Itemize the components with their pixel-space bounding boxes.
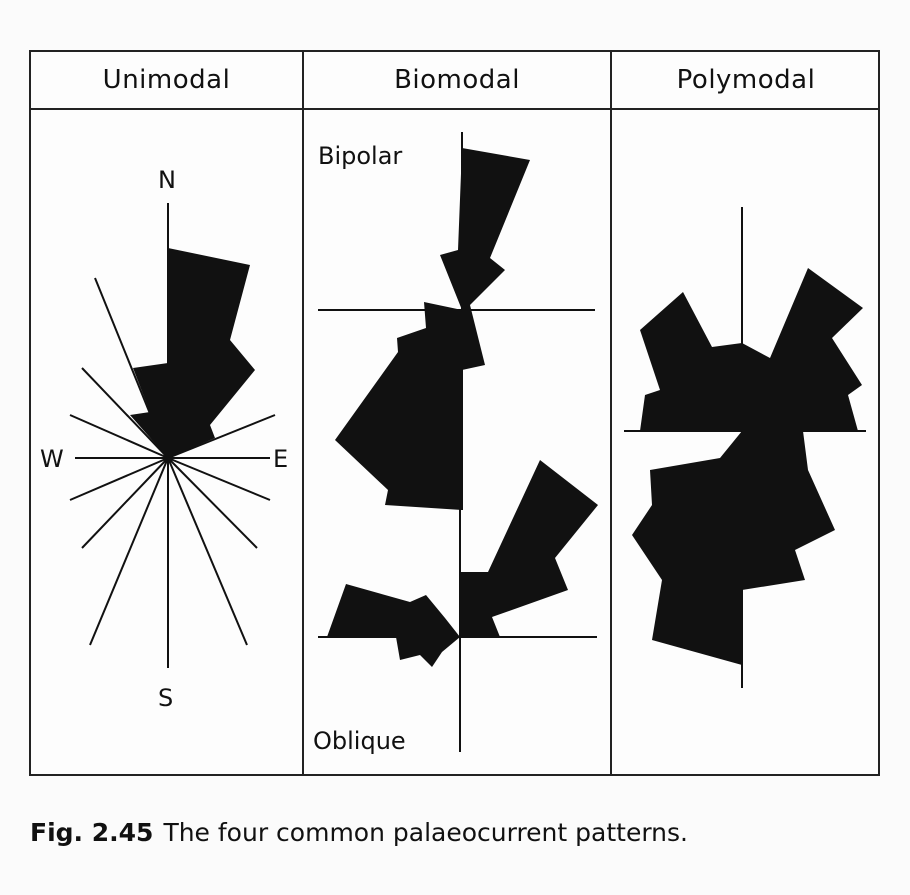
north-label: N	[158, 166, 176, 194]
oblique-label: Oblique	[313, 727, 406, 755]
ray-se	[168, 458, 257, 548]
column-title-polymodal: Polymodal	[676, 65, 816, 95]
caption-text: The four common palaeocurrent patterns.	[163, 818, 688, 847]
ray-sw	[82, 458, 168, 548]
south-label: S	[158, 684, 174, 712]
bipolar-label: Bipolar	[318, 142, 403, 170]
unimodal-petals	[130, 248, 255, 458]
east-label: E	[273, 445, 289, 473]
figure-caption	[30, 818, 688, 847]
bipolar-petals	[335, 148, 530, 510]
west-label: W	[40, 445, 64, 473]
column-title-bimodal: Biomodal	[394, 65, 520, 95]
polymodal-petals	[632, 268, 863, 665]
figure-number: Fig. 2.45	[30, 818, 154, 847]
column-title-unimodal: Unimodal	[102, 65, 231, 95]
